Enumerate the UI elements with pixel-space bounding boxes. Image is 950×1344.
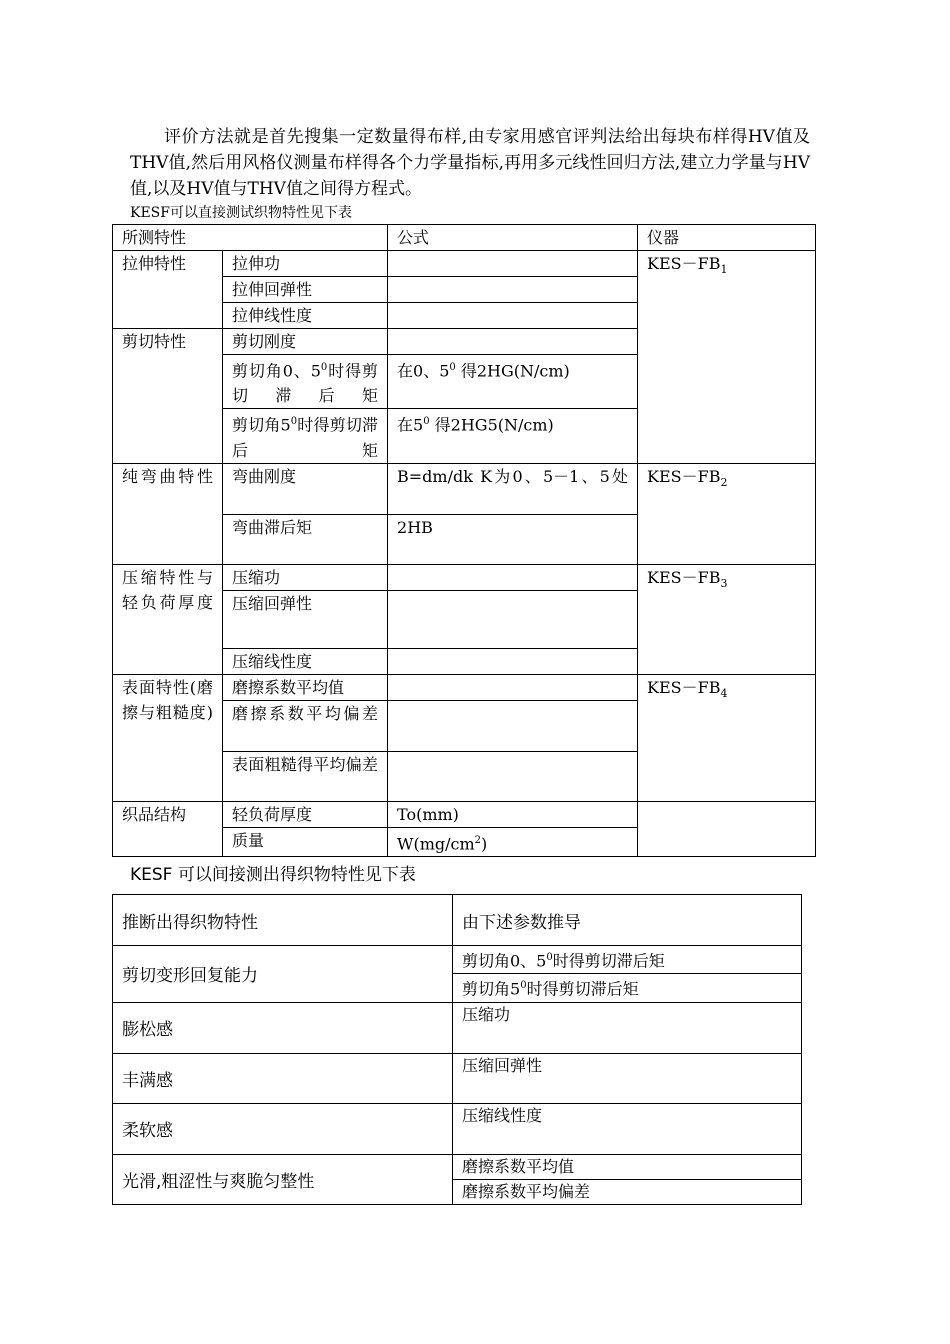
instrument-fb3: $KES-FB_3$ (638, 564, 816, 674)
header-inferred-property: 推断出得织物特性 (113, 895, 453, 946)
group-shear: 剪切特性 (113, 329, 223, 464)
formula-cell (388, 564, 638, 590)
instrument-empty (638, 801, 816, 856)
row-shear-recovery: 剪切变形回复能力 (113, 946, 453, 1003)
table2-caption: KESF 可以间接测出得织物特性见下表 (130, 865, 416, 885)
row-smoothness: 光滑,粗涩性与爽脆匀整性 (113, 1154, 453, 1204)
intro-paragraph: 评价方法就是首先搜集一定数量得布样,由专家用感官评判法给出每块布样得HV值及THV值,然后用风格仪测量布样得各个力学量指标,再用多元线性回归方法,建立力学量与HV值,以及HV值与THV值之间得方程式。 (130, 127, 810, 199)
param-friction-deviation: 磨擦系数平均偏差 (453, 1179, 802, 1204)
row-fullness: 丰满感 (113, 1053, 453, 1103)
row-softness: 柔软感 (113, 1103, 453, 1154)
item-bending-hysteresis: 弯曲滞后矩 (223, 514, 388, 564)
header-derived-from: 由下述参数推导 (453, 895, 802, 946)
param-shear-hysteresis-0-5: 剪切角0、$5^0$时得剪切滞后矩 (453, 946, 802, 974)
direct-properties-table (112, 224, 816, 857)
instrument-fb1: $KES-FB_1$ (638, 251, 816, 464)
table1-caption: KESF可以直接测试织物特性见下表 (130, 205, 352, 221)
item-friction-mean: 磨擦系数平均值 (223, 674, 388, 700)
instrument-fb4: $KES-FB_4$ (638, 674, 816, 801)
param-shear-hysteresis-5: 剪切角$5^0$时得剪切滞后矩 (453, 974, 802, 1002)
group-structure: 织品结构 (113, 801, 223, 856)
instrument-fb2: $KES-FB_2$ (638, 463, 816, 564)
indirect-properties-table (112, 894, 802, 1205)
item-compression-resilience: 压缩回弹性 (223, 590, 388, 648)
item-bending-rigidity: 弯曲刚度 (223, 463, 388, 514)
formula-bending-rigidity: B=dm/dk K为0、5－1、5处 (388, 463, 638, 514)
param-compression-resilience: 压缩回弹性 (453, 1053, 802, 1103)
formula-bending-hysteresis: 2HB (388, 514, 638, 564)
header-formula: 公式 (388, 225, 638, 251)
group-tensile: 拉伸特性 (113, 251, 223, 329)
row-bulkiness: 膨松感 (113, 1002, 453, 1053)
item-shear-hysteresis-5: 剪切角$5^0$时得剪切滞后矩 (223, 409, 388, 463)
formula-shear-hysteresis: 在0、$5^0$ 得2HG(N/cm) (388, 355, 638, 409)
formula-cell (388, 700, 638, 751)
group-bending: 纯弯曲特性 (113, 463, 223, 564)
item-compression-work: 压缩功 (223, 564, 388, 590)
item-mass: 质量 (223, 827, 388, 856)
formula-cell (388, 674, 638, 700)
group-compression: 压缩特性与轻负荷厚度 (113, 564, 223, 674)
formula-thickness: To(mm) (388, 801, 638, 827)
item-tensile-resilience: 拉伸回弹性 (223, 277, 388, 303)
formula-shear-hysteresis-5: 在$5^0$ 得2HG5(N/cm) (388, 409, 638, 463)
group-surface: 表面特性(磨擦与粗糙度) (113, 674, 223, 801)
item-friction-deviation: 磨擦系数平均偏差 (223, 700, 388, 751)
formula-cell (388, 303, 638, 329)
header-property: 所测特性 (113, 225, 388, 251)
item-compression-linearity: 压缩线性度 (223, 648, 388, 674)
item-tensile-linearity: 拉伸线性度 (223, 303, 388, 329)
formula-cell (388, 251, 638, 277)
item-shear-hysteresis: 剪切角0、$5^0$时得剪切滞后矩 (223, 355, 388, 409)
formula-cell (388, 277, 638, 303)
param-friction-mean: 磨擦系数平均值 (453, 1154, 802, 1179)
formula-mass: $W(mg/cm^2)$ (388, 827, 638, 856)
param-compression-linearity: 压缩线性度 (453, 1103, 802, 1154)
formula-cell (388, 590, 638, 648)
header-instrument: 仪器 (638, 225, 816, 251)
formula-cell (388, 329, 638, 355)
formula-cell (388, 751, 638, 801)
item-shear-rigidity: 剪切刚度 (223, 329, 388, 355)
item-roughness-deviation: 表面粗糙得平均偏差 (223, 751, 388, 801)
formula-cell (388, 648, 638, 674)
param-compression-work: 压缩功 (453, 1002, 802, 1053)
item-thickness: 轻负荷厚度 (223, 801, 388, 827)
item-tensile-work: 拉伸功 (223, 251, 388, 277)
